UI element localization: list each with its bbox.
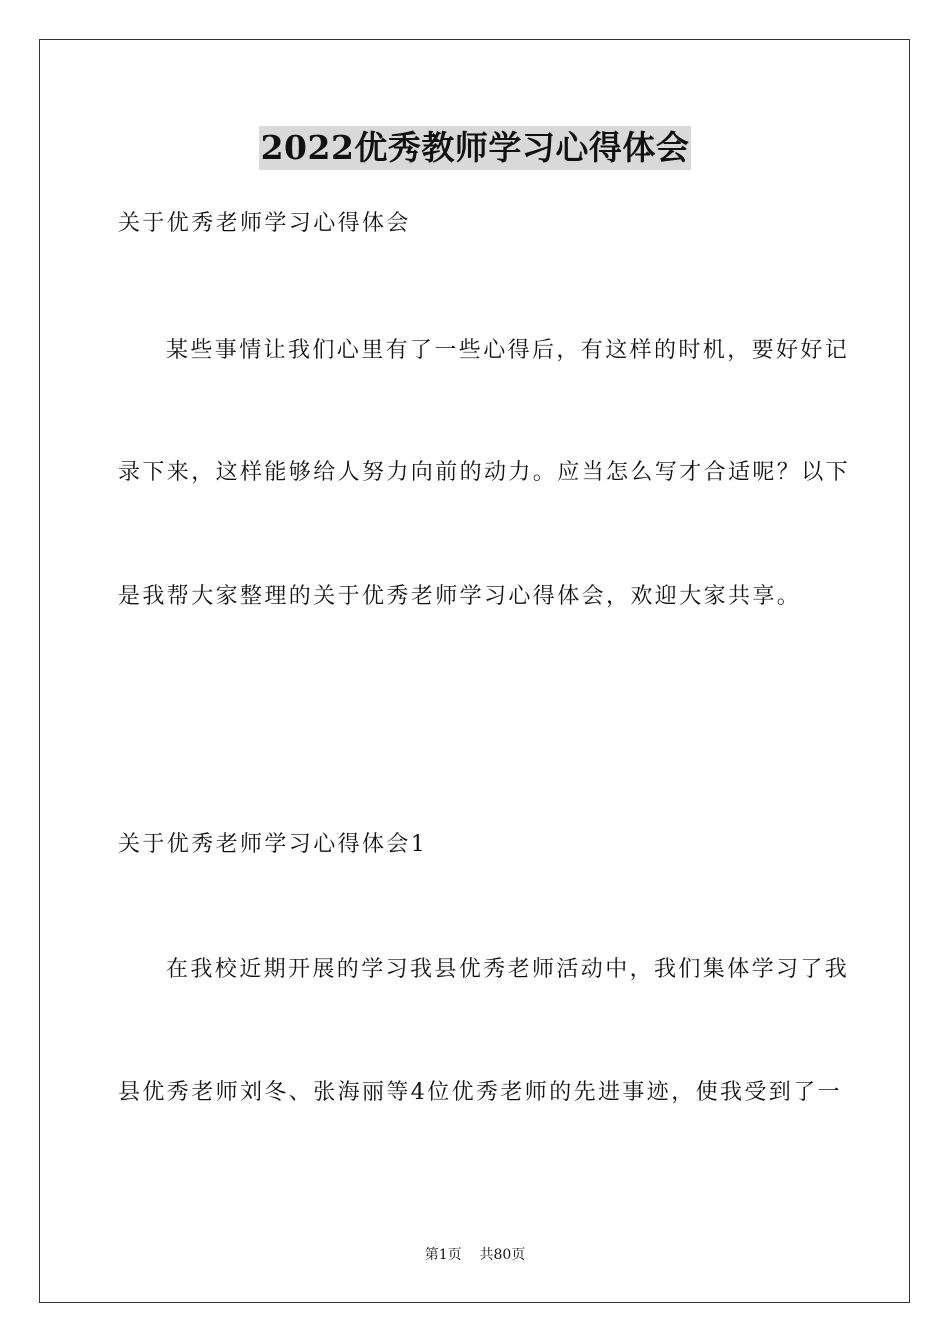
section-heading: 关于优秀老师学习心得体会1 [118, 832, 428, 857]
title-container [0, 126, 950, 170]
page-number: 第1页 [424, 1247, 462, 1263]
paragraph-line: 县优秀老师刘冬、张海丽等4位优秀老师的先进事迹，使我受到了一 [118, 1080, 842, 1105]
document-title: 2022优秀教师学习心得体会 [259, 126, 692, 170]
paragraph-line: 某些事情让我们心里有了一些心得后，有这样的时机，要好好记 [166, 338, 850, 363]
section-heading: 关于优秀老师学习心得体会 [118, 211, 411, 236]
paragraph-line: 在我校近期开展的学习我县优秀老师活动中，我们集体学习了我 [166, 957, 850, 982]
paragraph-line: 是我帮大家整理的关于优秀老师学习心得体会，欢迎大家共享。 [118, 584, 802, 609]
page-footer [0, 1245, 950, 1265]
paragraph-line: 录下来，这样能够给人努力向前的动力。应当怎么写才合适呢？以下 [118, 460, 851, 485]
page-total: 共80页 [479, 1247, 526, 1263]
